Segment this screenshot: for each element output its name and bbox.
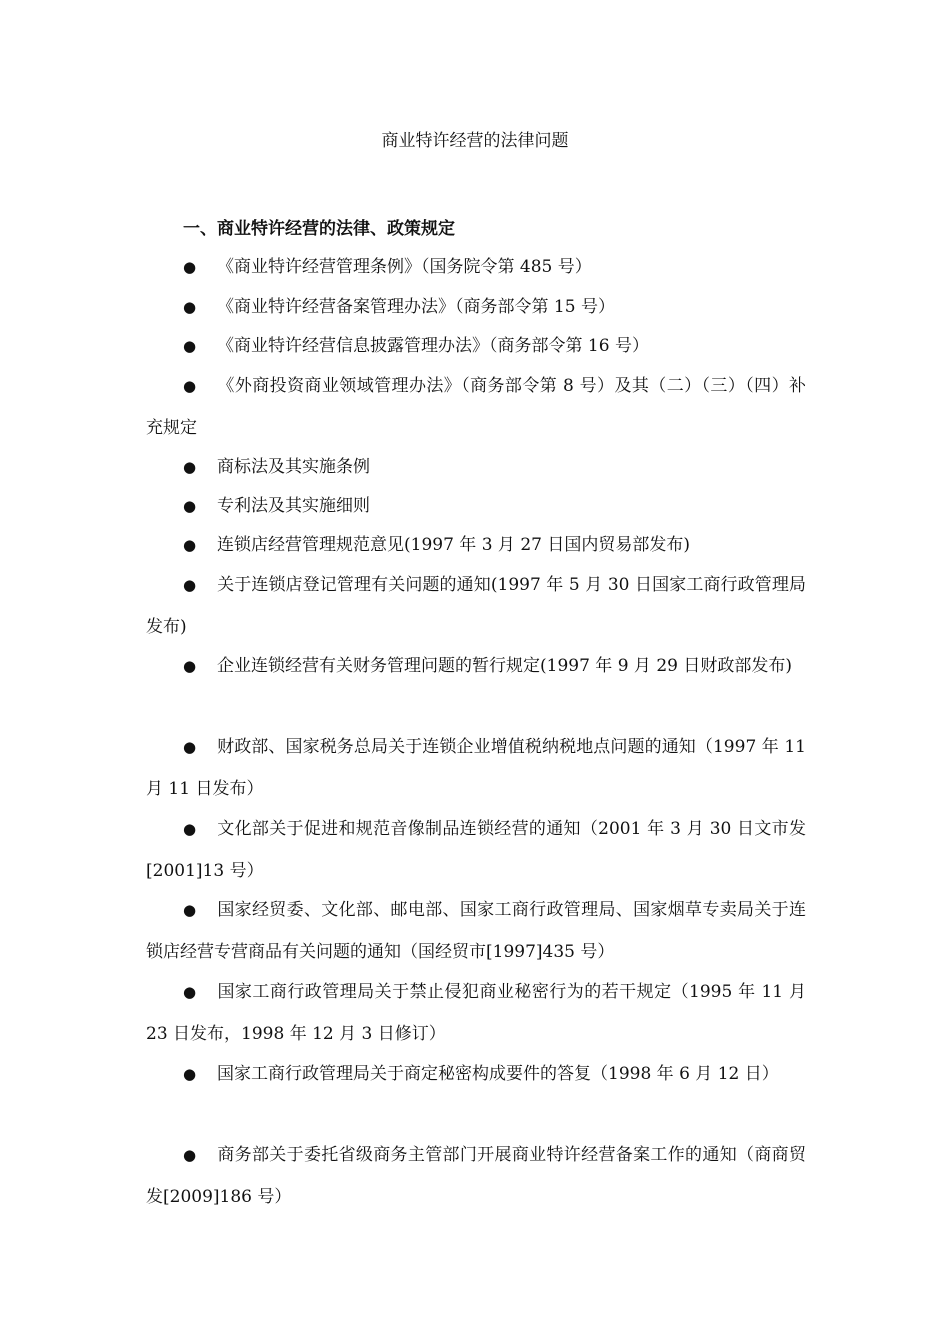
list-item (146, 808, 806, 892)
list-item-text: 商务部关于委托省级商务主管部门开展商业特许经营备案工作的通知（商商贸发[2009]186 号） (146, 1145, 806, 1207)
list-item-text: 国家工商行政管理局关于商定秘密构成要件的答复（1998 年 6 月 12 日） (217, 1064, 779, 1084)
list-item-text: 《商业特许经营信息披露管理办法》（商务部令第 16 号） (217, 336, 649, 356)
list-item-text: 商标法及其实施条例 (217, 457, 370, 477)
list-item-text: 企业连锁经营有关财务管理问题的暂行规定(1997 年 9 月 29 日财政部发布) (217, 656, 792, 676)
bullet-icon: ● (183, 497, 197, 515)
document-title: 商业特许经营的法律问题 (381, 131, 569, 151)
list-item-text: 财政部、国家税务总局关于连锁企业增值税纳税地点问题的通知（1997 年 11 月 11 日发布） (146, 737, 806, 799)
list-item (146, 971, 806, 1055)
bullet-icon: ● (183, 1065, 197, 1083)
list-item-text: 连锁店经营管理规范意见(1997 年 3 月 27 日国内贸易部发布) (217, 535, 690, 555)
list-item-text: 关于连锁店登记管理有关问题的通知(1997 年 5 月 30 日国家工商行政管理局发布) (146, 575, 806, 637)
bullet-icon: ● (183, 901, 197, 919)
list-item (146, 524, 806, 566)
list-item (146, 889, 806, 973)
list-item (146, 1053, 806, 1095)
list-item (146, 325, 806, 367)
bullet-icon: ● (183, 377, 197, 395)
list-item-text: 国家经贸委、文化部、邮电部、国家工商行政管理局、国家烟草专卖局关于连锁店经营专营商品有关问题的通知（国经贸市[1997]435 号） (146, 900, 806, 962)
list-item (146, 1134, 806, 1218)
bullet-icon: ● (183, 536, 197, 554)
list-item (146, 246, 806, 288)
bullet-icon: ● (183, 337, 197, 355)
list-item (146, 485, 806, 527)
section-heading: 一、商业特许经营的法律、政策规定 (183, 219, 455, 239)
list-item (146, 286, 806, 328)
list-item (146, 726, 806, 810)
bullet-icon: ● (183, 738, 197, 756)
list-item-text: 《商业特许经营管理条例》（国务院令第 485 号） (217, 257, 592, 277)
bullet-icon: ● (183, 657, 197, 675)
list-item (146, 564, 806, 648)
list-item (146, 645, 806, 687)
bullet-icon: ● (183, 258, 197, 276)
bullet-icon: ● (183, 298, 197, 316)
list-item-text: 专利法及其实施细则 (217, 496, 370, 516)
bullet-icon: ● (183, 1146, 197, 1164)
list-item (146, 446, 806, 488)
bullet-icon: ● (183, 983, 197, 1001)
list-item-text: 国家工商行政管理局关于禁止侵犯商业秘密行为的若干规定（1995 年 11 月 23 日发布，1998 年 12 月 3 日修订） (146, 982, 806, 1044)
list-item-text: 文化部关于促进和规范音像制品连锁经营的通知（2001 年 3 月 30 日文市发[2001]13 号） (146, 819, 806, 881)
bullet-icon: ● (183, 820, 197, 838)
list-item-text: 《商业特许经营备案管理办法》（商务部令第 15 号） (217, 297, 615, 317)
bullet-icon: ● (183, 576, 197, 594)
list-item-text: 《外商投资商业领域管理办法》（商务部令第 8 号）及其（二）（三）（四）补充规定 (146, 376, 806, 438)
bullet-icon: ● (183, 458, 197, 476)
list-item (146, 365, 806, 449)
